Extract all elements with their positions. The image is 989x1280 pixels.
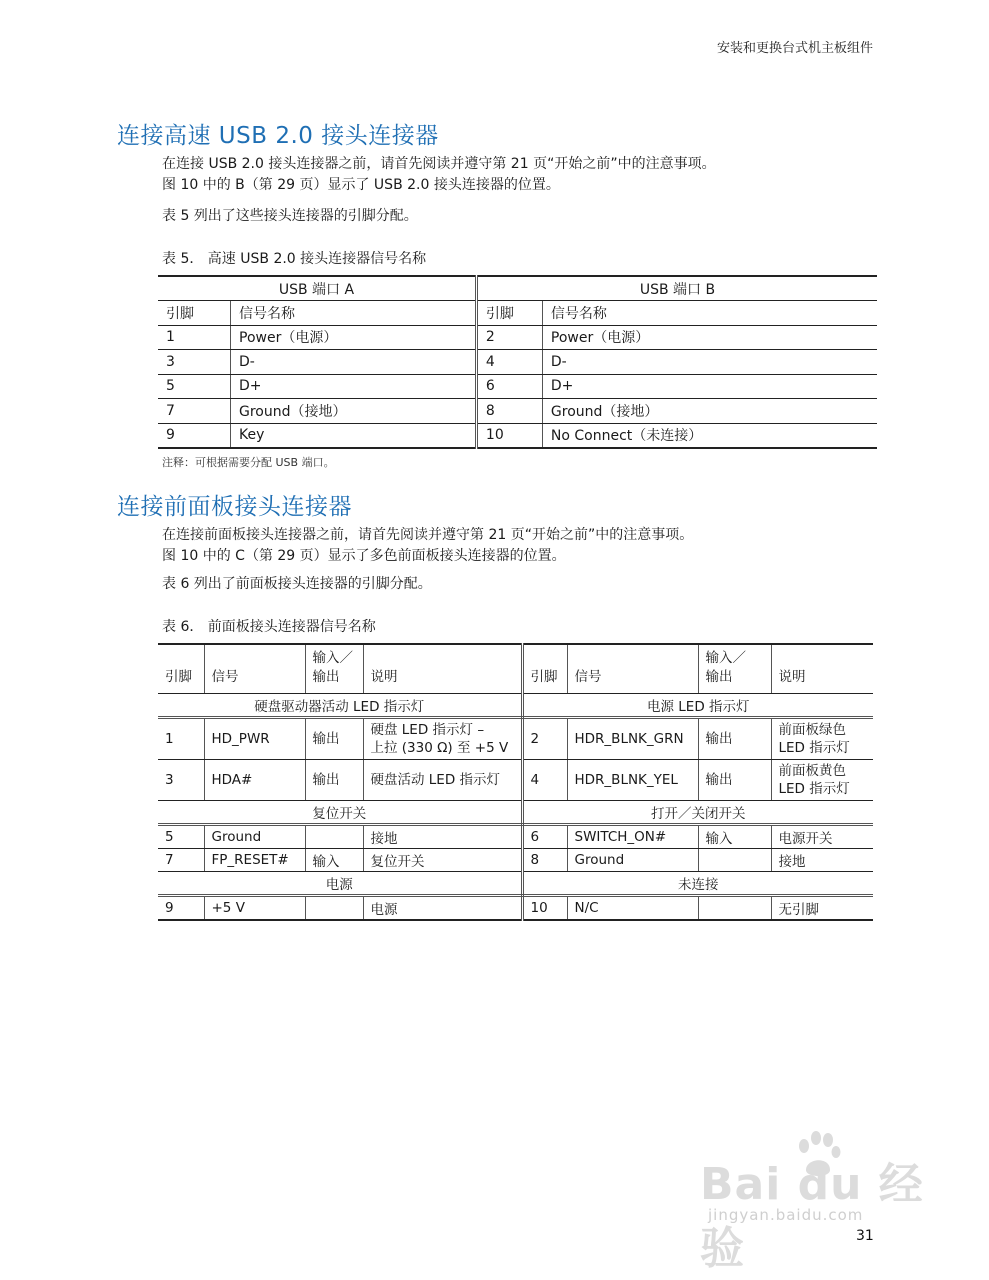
pin-cell: 5 <box>158 825 204 849</box>
desc-cell <box>771 718 873 760</box>
table5-caption: 表 5． 高速 USB 2.0 接头连接器信号名称 <box>162 251 427 267</box>
desc-cell: 无引脚 <box>771 896 873 921</box>
col-pin-header: 引脚 <box>476 301 542 326</box>
signal-cell: Ground（接地） <box>542 399 877 424</box>
pin-cell: 2 <box>522 718 567 760</box>
pin-cell: 4 <box>522 760 567 801</box>
signal-cell: D+ <box>542 374 877 399</box>
table-row <box>158 718 873 760</box>
running-header: 安装和更换台式机主板组件 <box>716 41 873 56</box>
io-cell: 输出 <box>698 760 771 801</box>
table-row <box>158 896 873 921</box>
signal-cell: HDR_BLNK_GRN <box>567 718 698 760</box>
signal-cell: Key <box>231 423 477 448</box>
group-header: 电源 LED 指示灯 <box>522 694 873 718</box>
col-io-line-1: 输入／ <box>312 650 353 666</box>
pin-cell: 10 <box>476 423 542 448</box>
pin-cell: 2 <box>476 325 542 350</box>
table-row <box>158 644 873 694</box>
usb-intro-line-2: 图 10 中的 B（第 29 页）显示了 USB 2.0 接头连接器的位置。 <box>162 177 560 193</box>
pin-cell: 3 <box>158 760 204 801</box>
signal-cell: Ground <box>567 849 698 872</box>
io-cell <box>698 896 771 921</box>
io-cell: 输出 <box>698 718 771 760</box>
signal-cell: D- <box>542 350 877 375</box>
table-row <box>158 276 877 301</box>
pin-cell: 4 <box>476 350 542 375</box>
table-row <box>158 872 873 896</box>
pin-cell: 3 <box>158 350 231 375</box>
signal-cell: SWITCH_ON# <box>567 825 698 849</box>
table-row <box>158 825 873 849</box>
signal-cell: +5 V <box>204 896 305 921</box>
io-cell: 输出 <box>305 718 363 760</box>
col-io-line-1: 输入／ <box>705 650 746 666</box>
col-signal-header: 信号名称 <box>231 301 477 326</box>
io-cell: 输入 <box>305 849 363 872</box>
fp-intro-line-1: 在连接前面板接头连接器之前，请首先阅读并遵守第 21 页“开始之前”中的注意事项。 <box>162 527 694 543</box>
signal-cell: HD_PWR <box>204 718 305 760</box>
page-number: 31 <box>856 1228 874 1244</box>
table-row <box>158 694 873 718</box>
io-cell <box>305 825 363 849</box>
usb-header-table <box>158 275 877 449</box>
pin-cell: 5 <box>158 374 231 399</box>
col-signal-header: 信号 <box>567 644 698 694</box>
desc-line-1: 前面板黄色 <box>778 763 846 779</box>
desc-cell <box>363 718 522 760</box>
signal-cell: Power（电源） <box>542 325 877 350</box>
desc-cell <box>771 760 873 801</box>
table-row <box>158 301 877 326</box>
signal-cell: D- <box>231 350 477 375</box>
desc-line-2: LED 指示灯 <box>778 740 850 756</box>
col-io-header <box>305 644 363 694</box>
desc-line-2: 上拉 (330 Ω) 至 +5 V <box>370 740 509 756</box>
signal-cell: HDR_BLNK_YEL <box>567 760 698 801</box>
io-cell: 输出 <box>305 760 363 801</box>
col-pin-header: 引脚 <box>158 644 204 694</box>
col-signal-header: 信号名称 <box>542 301 877 326</box>
pin-cell: 6 <box>476 374 542 399</box>
signal-cell: D+ <box>231 374 477 399</box>
usb-table-ref: 表 5 列出了这些接头连接器的引脚分配。 <box>162 208 418 224</box>
col-signal-header: 信号 <box>204 644 305 694</box>
table-row <box>158 350 877 375</box>
watermark-url: jingyan.baidu.com <box>708 1206 864 1224</box>
table-row <box>158 423 877 448</box>
desc-cell: 接地 <box>363 825 522 849</box>
table-row <box>158 849 873 872</box>
fp-intro-line-2: 图 10 中的 C（第 29 页）显示了多色前面板接头连接器的位置。 <box>162 548 566 564</box>
io-cell: 输入 <box>698 825 771 849</box>
watermark-logo: Bai du 经验 <box>700 1159 924 1274</box>
usb-intro-line-1: 在连接 USB 2.0 接头连接器之前，请首先阅读并遵守第 21 页“开始之前”中的注意事项。 <box>162 156 716 172</box>
front-panel-table <box>158 643 873 921</box>
io-cell <box>698 849 771 872</box>
group-header: 未连接 <box>522 872 873 896</box>
section-title-usb: 连接高速 USB 2.0 接头连接器 <box>117 123 439 149</box>
col-io-header <box>698 644 771 694</box>
desc-line-2: LED 指示灯 <box>778 781 850 797</box>
port-a-header: USB 端口 A <box>158 276 476 301</box>
port-b-header: USB 端口 B <box>476 276 877 301</box>
group-header: 复位开关 <box>158 801 522 825</box>
section-title-front-panel: 连接前面板接头连接器 <box>117 494 352 520</box>
signal-cell: No Connect（未连接） <box>542 423 877 448</box>
desc-line-1: 前面板绿色 <box>778 722 846 738</box>
pin-cell: 7 <box>158 849 204 872</box>
table-row <box>158 325 877 350</box>
desc-cell: 接地 <box>771 849 873 872</box>
signal-cell: HDA# <box>204 760 305 801</box>
table6-caption: 表 6． 前面板接头连接器信号名称 <box>162 619 376 635</box>
table-row <box>158 374 877 399</box>
desc-cell: 复位开关 <box>363 849 522 872</box>
table5-note: 注释：可根据需要分配 USB 端口。 <box>162 456 335 469</box>
desc-cell: 电源 <box>363 896 522 921</box>
pin-cell: 1 <box>158 718 204 760</box>
signal-cell: Power（电源） <box>231 325 477 350</box>
table-row <box>158 760 873 801</box>
col-io-line-2: 输出 <box>705 669 733 685</box>
desc-cell: 硬盘活动 LED 指示灯 <box>363 760 522 801</box>
col-desc-header: 说明 <box>363 644 522 694</box>
signal-cell: Ground（接地） <box>231 399 477 424</box>
signal-cell: Ground <box>204 825 305 849</box>
io-cell <box>305 896 363 921</box>
desc-cell: 电源开关 <box>771 825 873 849</box>
group-header: 打开／关闭开关 <box>522 801 873 825</box>
signal-cell: N/C <box>567 896 698 921</box>
col-desc-header: 说明 <box>771 644 873 694</box>
pin-cell: 7 <box>158 399 231 424</box>
pin-cell: 10 <box>522 896 567 921</box>
fp-table-ref: 表 6 列出了前面板接头连接器的引脚分配。 <box>162 576 432 592</box>
desc-line-1: 硬盘 LED 指示灯 – <box>370 722 485 738</box>
group-header: 电源 <box>158 872 522 896</box>
pin-cell: 9 <box>158 423 231 448</box>
col-io-line-2: 输出 <box>312 669 340 685</box>
signal-cell: FP_RESET# <box>204 849 305 872</box>
pin-cell: 1 <box>158 325 231 350</box>
pin-cell: 8 <box>476 399 542 424</box>
col-pin-header: 引脚 <box>158 301 231 326</box>
table-row <box>158 399 877 424</box>
pin-cell: 6 <box>522 825 567 849</box>
table-row <box>158 801 873 825</box>
col-pin-header: 引脚 <box>522 644 567 694</box>
pin-cell: 9 <box>158 896 204 921</box>
pin-cell: 8 <box>522 849 567 872</box>
group-header: 硬盘驱动器活动 LED 指示灯 <box>158 694 522 718</box>
